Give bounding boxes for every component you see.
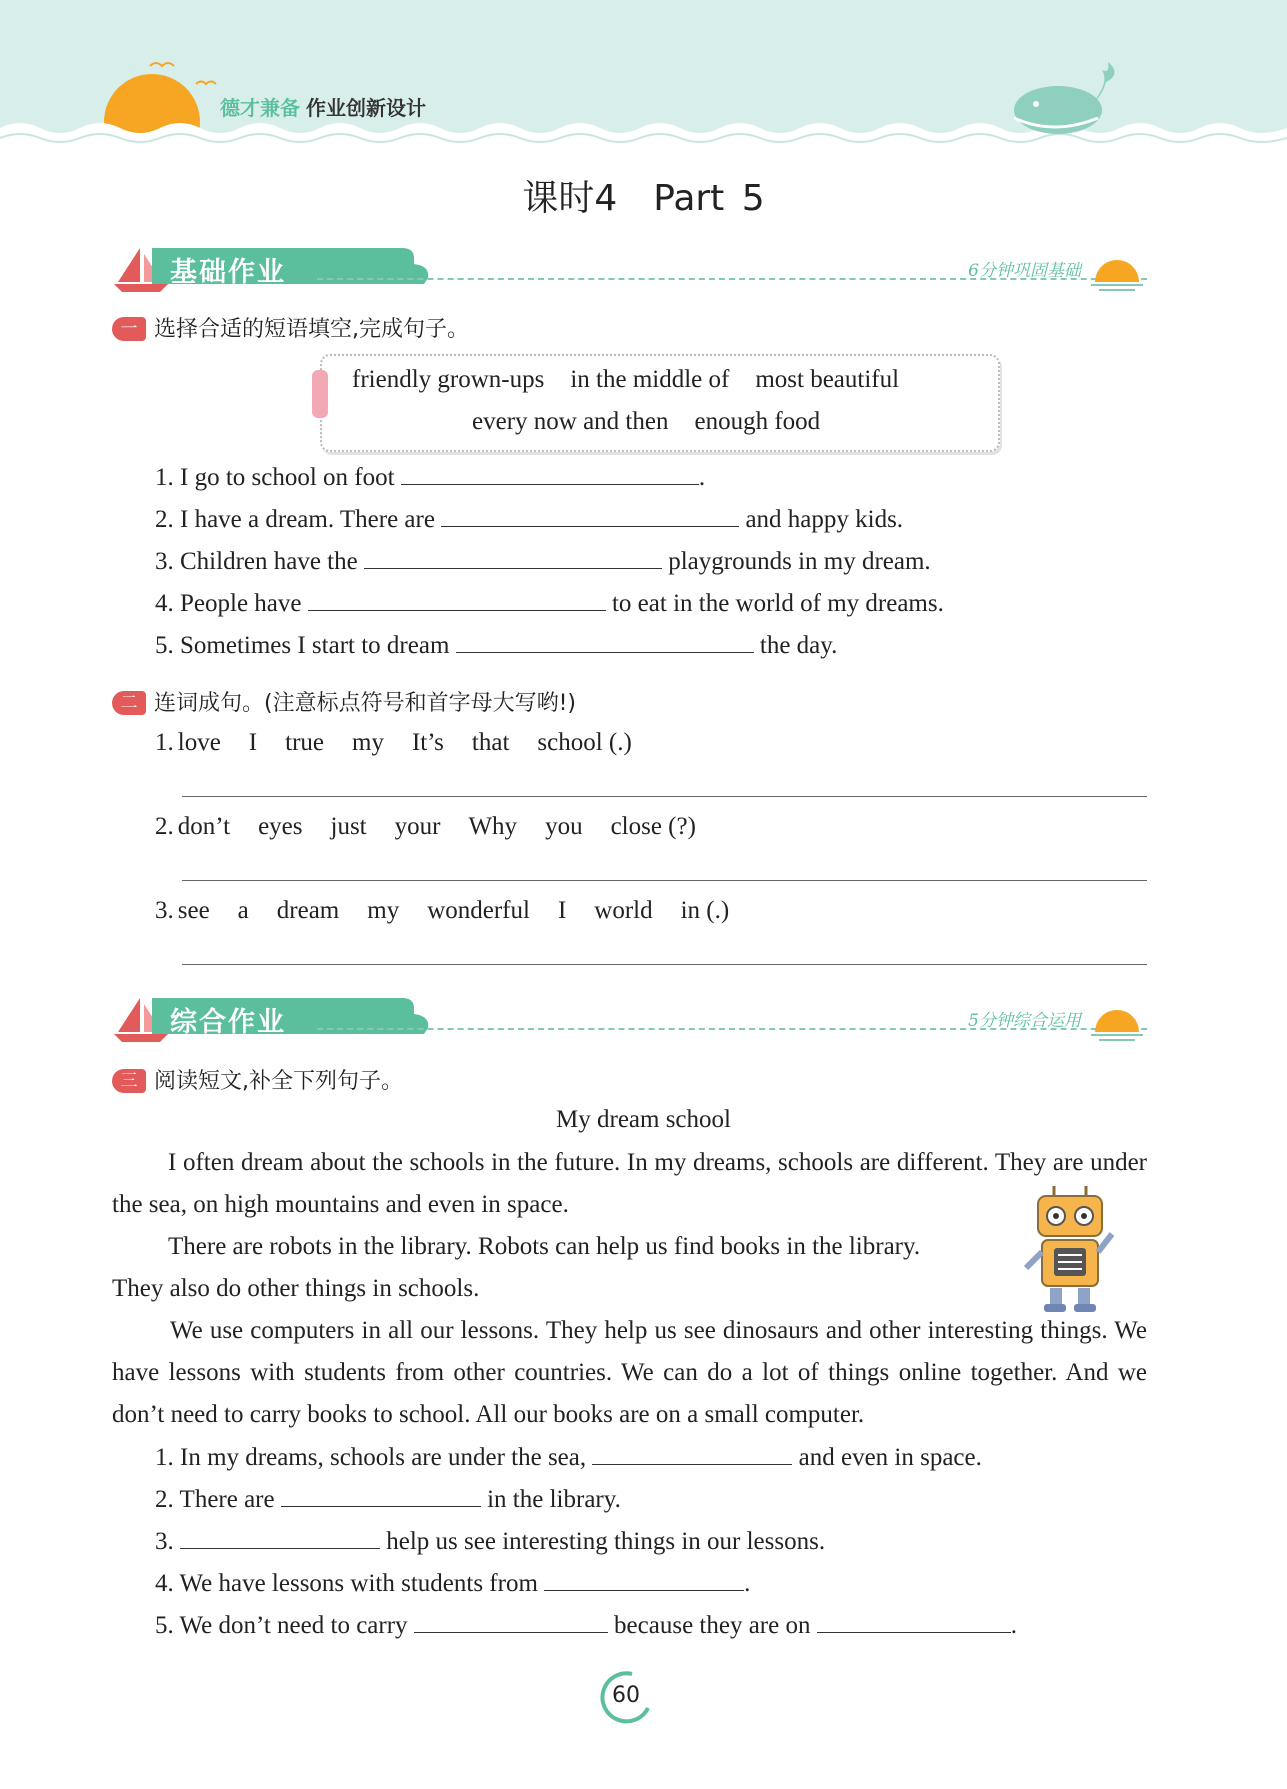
phrase-option: every now and then [472,408,669,435]
section-banner-comprehensive [112,994,1147,1044]
question-1-heading [112,312,469,343]
word-token: dream [276,897,340,924]
word-token: eyes [258,813,303,840]
phrase-box [320,354,1000,452]
reading-item-3 [155,1526,825,1557]
word-token: school (.) [537,729,632,756]
answer-blank[interactable] [592,1442,792,1465]
page-title: 课时4 Part 5 [522,178,765,219]
question-2-heading [112,686,576,717]
question-number-badge: 二 [112,691,146,715]
sunset-icon [1087,252,1147,292]
brand-title [220,92,426,121]
answer-blank[interactable] [364,546,662,569]
time-note: 5分钟综合运用 [968,1011,1081,1031]
fill-sentence-4 [155,588,944,619]
robot-illustration [1020,1182,1120,1316]
time-note: 6分钟巩固基础 [968,261,1081,281]
sentence-text: 1. In my dreams, schools are under the sea, [155,1444,587,1471]
answer-line[interactable] [182,796,1147,797]
item-number: 1. [155,729,174,756]
answer-blank[interactable] [817,1610,1011,1633]
brand-dark: 作业创新设计 [306,96,426,120]
question-number-badge: 三 [112,1069,146,1093]
sentence-text: . [698,464,706,491]
word-token: It’s [411,729,444,756]
sentence-text: 3. [155,1528,174,1555]
phrase-row-2 [472,408,820,436]
phrase-option: in the middle of [570,366,730,393]
word-token: I [248,729,258,756]
word-token: close (?) [610,813,696,840]
story-paragraph-1: I often dream about the schools in the future. In my dreams, schools are different. They are under the sea, on high mountains and even in space. [112,1149,1147,1218]
page-number: 60 [612,1683,640,1708]
sentence-text: 1. I go to school on foot [155,464,395,491]
story-paragraph-2a: There are robots in the library. Robots can help us find books in the library. [168,1233,921,1260]
answer-blank[interactable] [544,1568,744,1591]
sentence-text: 5. Sometimes I start to dream [155,632,450,659]
fill-sentence-3 [155,546,931,577]
sentence-text: in the library. [487,1486,621,1513]
sentence-text: to eat in the world of my dreams. [611,590,944,617]
word-token: just [330,813,367,840]
word-order-item-1 [155,728,660,758]
sentence-text: the day. [759,632,838,659]
section-label: 基础作业 [170,257,286,288]
answer-blank[interactable] [180,1526,380,1549]
sentence-text: . [744,1570,751,1597]
word-token: my [352,729,384,756]
sentence-text: because they are on [614,1612,811,1639]
word-token: in (.) [680,897,730,924]
word-token: wonderful [427,897,530,924]
sunset-icon [1087,1002,1147,1042]
answer-line[interactable] [182,880,1147,881]
question-3-heading [112,1064,403,1095]
story-paragraph-3: We use computers in all our lessons. They help us see dinosaurs and other interesting things. We have lessons with students from other countries. We can do a lot of things online together. And we don’t need to carry books to school. All our books are on a small computer. [112,1317,1147,1428]
phrase-row-1 [352,366,899,394]
reading-item-2 [155,1484,621,1515]
word-token: a [237,897,249,924]
word-token: Why [468,813,518,840]
sentence-text: 3. Children have the [155,548,358,575]
fill-sentence-2 [155,504,903,535]
item-number: 3. [155,897,174,924]
sentence-text: 2. I have a dream. There are [155,506,435,533]
sentence-text: and even in space. [798,1444,982,1471]
header-decoration [0,0,1287,150]
fill-sentence-1 [155,462,705,493]
sentence-text: 5. We don’t need to carry [155,1612,408,1639]
sentence-text: and happy kids. [745,506,904,533]
word-token: your [394,813,441,840]
reading-item-4 [155,1568,750,1599]
bird-icon-2 [196,82,216,85]
bird-icon [150,63,174,66]
sentence-text: . [1010,1612,1017,1639]
sentence-text: 2. There are [155,1486,275,1513]
section-label: 综合作业 [170,1007,286,1038]
sentence-text: help us see interesting things in our lessons. [386,1528,826,1555]
question-instruction: 选择合适的短语填空,完成句子。 [154,317,469,342]
sentence-text: 4. People have [155,590,302,617]
answer-blank[interactable] [401,462,699,485]
word-token: don’t [177,813,231,840]
word-token: true [285,729,324,756]
word-order-item-3 [155,896,757,926]
phrase-option: enough food [694,408,821,435]
fill-sentence-5 [155,630,837,661]
reading-item-1 [155,1442,982,1473]
question-number-badge: 一 [112,317,146,341]
reading-item-5 [155,1610,1017,1641]
word-token: my [367,897,400,924]
question-instruction: 连词成句。(注意标点符号和首字母大写哟!) [154,691,576,716]
word-token: you [545,813,583,840]
answer-blank[interactable] [456,630,754,653]
item-number: 2. [155,813,174,840]
word-token: that [471,729,510,756]
brand-green: 德才兼备 [220,96,300,120]
whale-icon [1014,62,1115,134]
answer-blank[interactable] [441,504,739,527]
sentence-text: 4. We have lessons with students from [155,1570,538,1597]
section-banner-basic [112,244,1147,294]
phrase-option: friendly grown-ups [352,366,545,393]
answer-blank[interactable] [308,588,606,611]
word-token: I [557,897,567,924]
answer-blank[interactable] [414,1610,608,1633]
phrase-option: most beautiful [755,366,900,393]
box-tab-decoration [312,370,328,418]
sentence-text: playgrounds in my dream. [668,548,931,575]
story-title: My dream school [556,1106,731,1133]
story-paragraph-2b: They also do other things in schools. [112,1275,480,1302]
word-token: love [177,729,221,756]
answer-line[interactable] [182,964,1147,965]
word-order-item-2 [155,812,724,842]
question-instruction: 阅读短文,补全下列句子。 [154,1069,403,1094]
word-token: see [177,897,210,924]
page-header [0,0,1287,150]
answer-blank[interactable] [281,1484,481,1507]
word-token: world [594,897,653,924]
